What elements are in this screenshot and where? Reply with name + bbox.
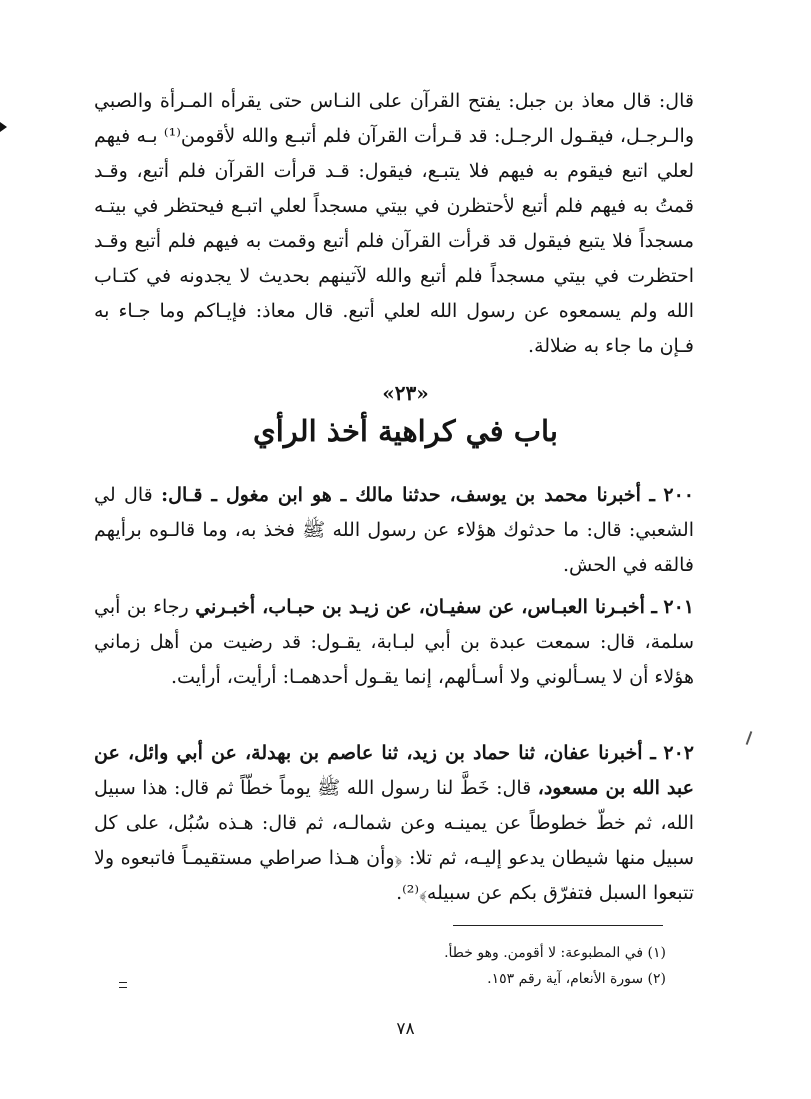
dash-separator: ـ <box>650 742 656 764</box>
page-number: ٧٨ <box>396 1019 415 1039</box>
footnote-2: (٢) سورة الأنعام، آية رقم ١٥٣. <box>487 971 666 987</box>
dash-separator: ـ <box>649 484 655 506</box>
footnotes <box>400 940 666 992</box>
chapter-title: باب في كراهية أخذ الرأي <box>253 414 558 448</box>
scan-edge-mark <box>0 122 7 132</box>
dash-separator: ـ <box>651 596 657 618</box>
hadith-body: قال: خَطَّ لنا رسول الله ﷺ يوماً خطّاً ثم قال: هذا سبيل الله، ثم خطّ خطوطاً عن يمينـه وعن شمالـه، ثم قال: هـذه سُبُل، على كل سبيل منها شيطان يدعو إليـه، ثم تلا: ﴿وأن هـذا صراطي مستقيمـاً فاتبعوه ولا تتبعوا السبل فتفرّق بكم عن سبيله﴾⁽²⁾. <box>94 777 694 904</box>
hadith-201 <box>94 590 694 695</box>
hadith-chain: أخبرنا عفان، ثنا حماد بن زيد، ثنا عاصم بن بهدلة، عن أبي وائل، عن عبد الله بن مسعود، <box>94 742 694 799</box>
hadith-number: ٢٠٠ <box>663 484 694 506</box>
scan-stray-mark <box>746 731 753 745</box>
hadith-chain: أخبـرنا العبـاس، عن سفيـان، عن زيـد بن حبـاب، أخبـرني <box>195 596 645 618</box>
hadith-number: ٢٠٢ <box>663 742 695 764</box>
hadith-200 <box>94 478 694 583</box>
hadith-chain: أخبرنا محمد بن يوسف، حدثنا مالك ـ هو ابن مغول ـ قـال: <box>161 484 641 506</box>
chapter-number: «٢٣» <box>382 381 429 405</box>
intro-paragraph: قال: قال معاذ بن جبل: يفتح القرآن على النـاس حتى يقرأه المـرأة والصبي والـرجـل، فيقـول الرجـل: قد قـرأت القرآن فلم أتبـع والله لأقومن⁽¹⁾ بـه فيهم لعلي اتبع فيقوم به فيهم فلا يتبـع، فيقول: قـد قرأت القرآن فلم أتبع، وقـد قمتُ به فيهم فلم أتبع لأحتظرن في بيتي مسجداً لعلي اتبـع فيحتظر في بيتـه مسجداً فلا يتبع فيقول قد قرأت القرآن فلم أتبع وقمت به فيهم فلم أتبع وقـد احتظرت في بيتي مسجداً فلم أتبع والله لآتينهم بحديث لا يجدونه في كتـاب الله ولم يسمعوه عن رسول الله لعلي أتبع. قال معاذ: فإيـاكم وما جـاء به فـإن ما جاء به ضلالة. <box>94 90 694 357</box>
hadith-number: ٢٠١ <box>663 596 695 618</box>
scan-dash-mark <box>119 982 127 988</box>
hadith-body: قال لي الشعبي: قال: ما حدثوك هؤلاء عن رسول الله ﷺ فخذ به، وما قالـوه برأيهم فالقه في الحش. <box>94 484 694 576</box>
hadith-body: رجاء بن أبي سلمة، قال: سمعت عبدة بن أبي لبـابة، يقـول: قد رضيت من أهل زماني هؤلاء أن لا يسـألوني ولا أسـألهم، إنما يقـول أحدهمـا: أرأيت، أرأيت. <box>94 596 694 688</box>
footnote-divider <box>453 925 663 926</box>
hadith-202 <box>94 736 694 911</box>
footnote-1: (١) في المطبوعة: لا أقومن. وهو خطأ. <box>444 945 666 961</box>
